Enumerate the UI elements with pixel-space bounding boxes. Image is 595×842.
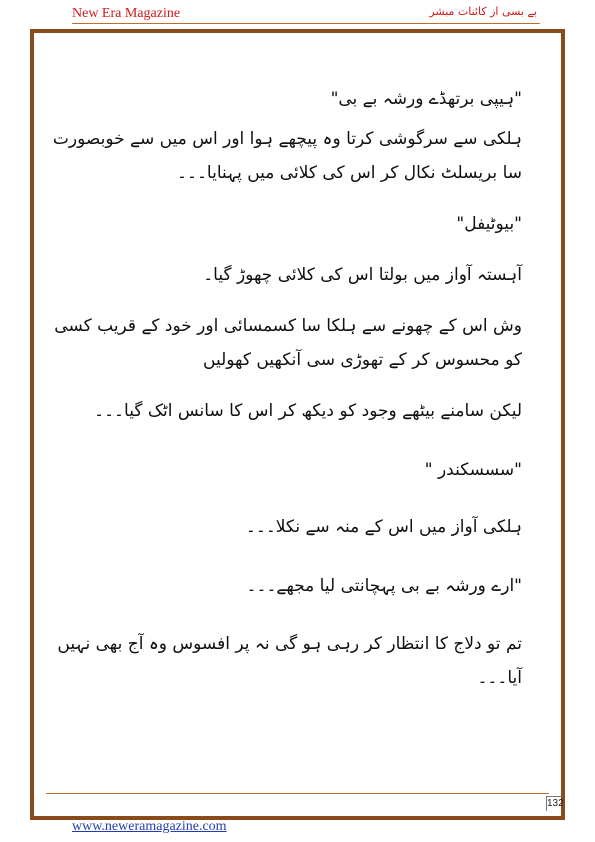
website-link[interactable]: www.neweramagazine.com [72,819,227,834]
paragraph-bracelet: ہلکی سے سرگوشی کرتا وہ پیچھے ہوا اور اس میں سے خوبصورت سا بریسلٹ نکال کر اس کی کلائی میں پہنایا۔۔۔ [52,129,522,183]
footer-divider [46,793,549,794]
dialogue-sikandar: "سسسکندر " [424,460,522,480]
page-number: 132 [547,798,564,809]
magazine-name: New Era Magazine [72,6,181,21]
paragraph-waiting: تم تو دلاج کا انتظار کر رہی ہو گی نہ پر افسوس وہ آج بھی نہیں آیا۔۔۔ [57,634,522,688]
header-divider [72,23,540,24]
story-text [42,82,522,695]
page-header [0,0,595,24]
dialogue-birthday: "ہیپی برتھڈے ورشہ بے بی" [330,89,522,109]
paragraph-soft-voice: ہلکی آواز میں اس کے منہ سے نکلا۔۔۔ [245,517,522,537]
paragraph-wrist: آہستہ آواز میں بولتا اس کی کلائی چھوڑ گیا۔ [203,265,522,285]
dialogue-beautiful: "بیوٹیفل" [456,214,522,234]
dialogue-recognized: "ارے ورشہ بے بی پہچانتی لیا مجھے۔۔۔ [246,576,522,596]
paragraph-eyes: وش اس کے چھونے سے ہلکا سا کسمسائی اور خود کے قریب کسی کو محسوس کر کے تھوڑی سی آنکھیں کھولیں [54,316,522,370]
paragraph-breath: لیکن سامنے بیٹھے وجود کو دیکھ کر اس کا سانس اٹک گیا۔۔۔ [94,401,522,421]
story-title: بے بسی از کائنات مبشر [429,5,537,18]
